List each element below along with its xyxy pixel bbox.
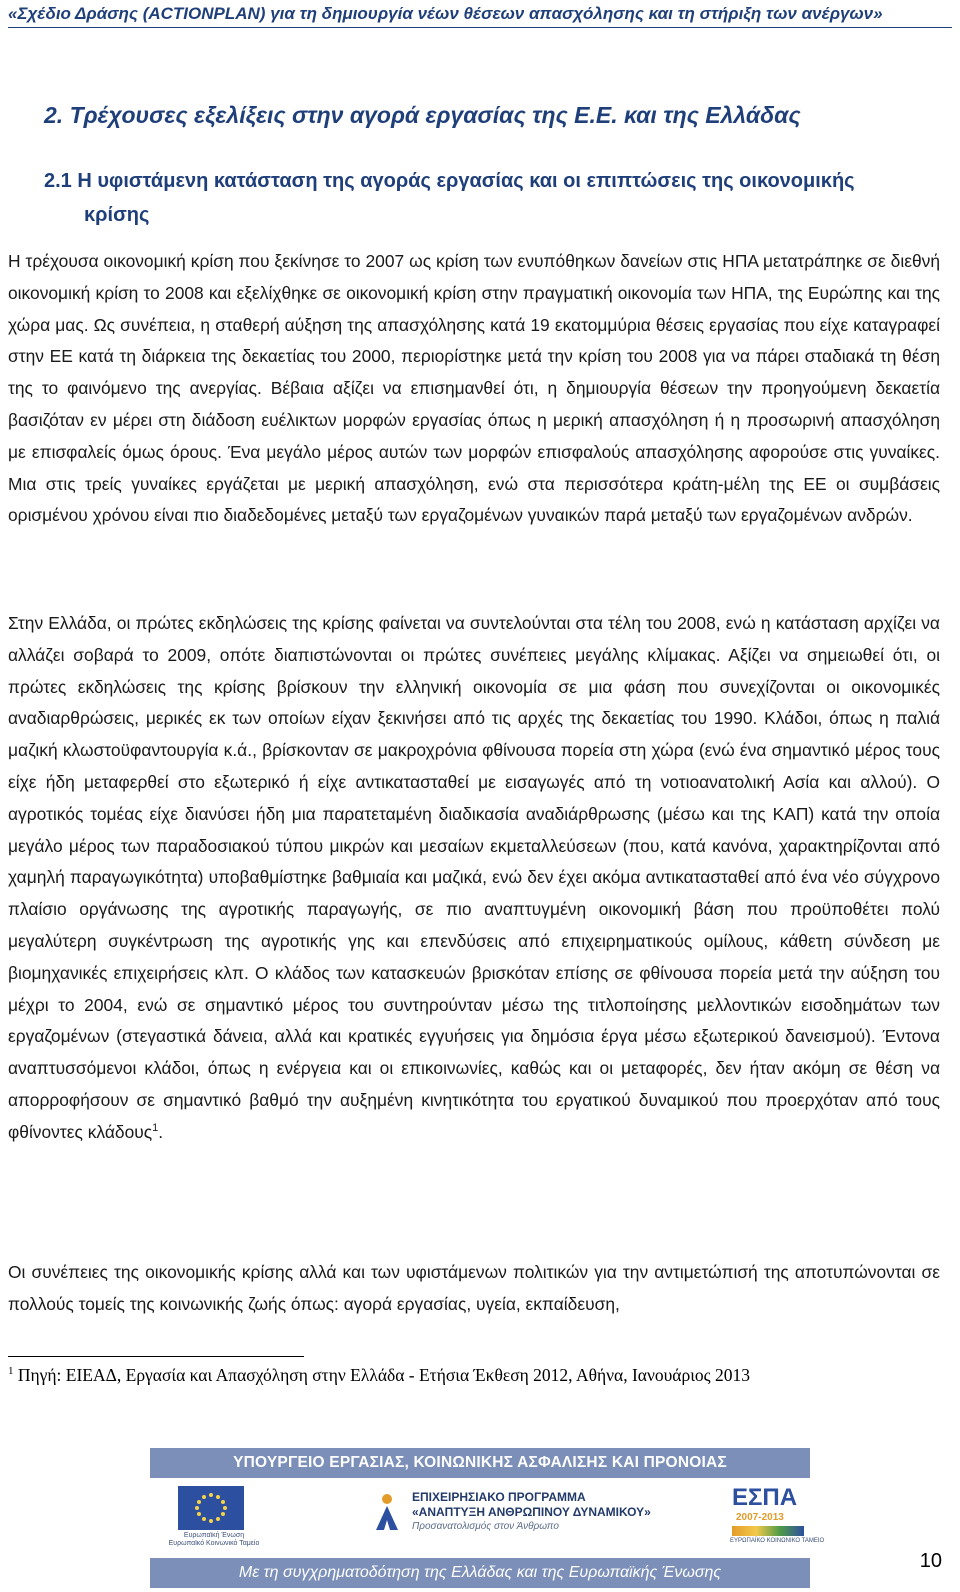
footnote-separator [8, 1356, 304, 1357]
cofinancing-banner: Με τη συγχρηματοδότηση της Ελλάδας και της Ευρωπαϊκής Ένωσης [150, 1558, 810, 1588]
espa-logo [730, 1484, 825, 1544]
footnote [8, 1365, 940, 1386]
espa-years: 2007-2013 [736, 1512, 784, 1523]
espa-title: ΕΣΠΑ [732, 1484, 798, 1511]
section-heading: 2. Τρέχουσες εξελίξεις στην αγορά εργασίας της Ε.Ε. και της Ελλάδας [44, 102, 801, 128]
subsection-title-line2: κρίσης [84, 204, 150, 226]
subsection-number: 2.1 [44, 170, 72, 192]
eu-stars-icon [189, 1491, 233, 1525]
funding-logos [150, 1482, 825, 1548]
espa-caption: ΕΥΡΩΠΑΪΚΟ ΚΟΙΝΩΝΙΚΟ ΤΑΜΕΙΟ [730, 1538, 825, 1544]
footnote-number: 1 [8, 1365, 14, 1378]
running-header: «Σχέδιο Δράσης (ACTIONPLAN) για τη δημιουργία νέων θέσεων απασχόλησης και τη στήριξη των ανέργων» [8, 4, 952, 28]
eu-flag-icon [178, 1486, 244, 1530]
footnote-reference[interactable]: 1 [152, 1121, 159, 1134]
subsection-heading [44, 164, 944, 232]
paragraph-2-end: . [158, 1121, 164, 1142]
paragraph-2 [8, 608, 940, 1149]
paragraph-1: Η τρέχουσα οικονομική κρίση που ξεκίνησε το 2007 ως κρίση των ενυπόθηκων δανείων στις ΗΠΑ μετατράπηκε σε διεθνή οικονομική κρίση το 2008 και εξελίχθηκε σε οικονομική κρίση στην πραγματική οικονομία των ΗΠΑ, της Ευρώπης και της χώρα μας. Ως συνέπεια, η σταθερή αύξηση της απασχόλησης κατά 19 εκατομμύρια θέσεις εργασίας που είχε καταγραφεί στην ΕΕ κατά τη διάρκεια της δεκαετίας του 2000, περιορίστηκε μετά την κρίση του 2008 για να πάρει σταδιακά τη θέση της το φαινόμενο της ανεργίας. Βέβαια αξίζει να επισημανθεί ότι, η δημιουργία θέσεων την προηγούμενη δεκαετία βασιζόταν εν μέρει στη διάδοση ευέλικτων μορφών εργασίας όπως η μερική απασχόληση ή η προσωρινή απασχόληση με επισφαλείς όμως όρους. Ένα μεγάλο μέρος αυτών των μορφών επισφαλούς απασχόλησης αφορούσε στις γυναίκες. Μια στις τρείς γυναίκες εργάζεται με μερική απασχόληση, ενώ στα περισσότερα κράτη-μέλη της ΕΕ οι συμβάσεις ορισμένου χρόνου είναι πιο διαδεδομένες μεταξύ των εργαζομένων γυναικών παρά μεταξύ των εργαζομένων ανδρών. [8, 251, 940, 526]
eu-caption-line2: Ευρωπαϊκό Κοινωνικό Ταμείο [168, 1540, 260, 1547]
human-figure-icon [372, 1492, 402, 1532]
paragraph-2-text: Στην Ελλάδα, οι πρώτες εκδηλώσεις της κρίσης φαίνεται να συντελούνται στα τέλη του 2008, ενώ η κατάσταση αρχίζει να αλλάζει σοβαρά το 2009, οπότε διαπιστώνονται οι πρώτες συνέπειες μεγάλης κλίμακας. Αξίζει να σημειωθεί ότι, οι πρώτες εκδηλώσεις της κρίσης βρίσκουν την ελληνική οικονομία σε μια φάση που συνεχίζονται οι οικονομικές αναδιαρθρώσεις, μερικές εκ των οποίων είχαν ξεκινήσει από τις αρχές της δεκαετίας του 1990. Κλάδοι, όπως η παλιά μαζική κλωστοϋφαντουργία κ.ά., βρίσκονταν σε μακροχρόνια φθίνουσα πορεία στη χώρα (ενώ ένα σημαντικό μέρος τους είχε ήδη μεταφερθεί στο εξωτερικό ή είχε αντικατασταθεί με εισαγωγές από τη νοτιοανατολική Ασία και αλλού). Ο αγροτικός τομέας είχε διανύσει ήδη μια παρατεταμένη διαδικασία αναδιάρθρωσης (μέσω και της ΚΑΠ) κατά την οποία μεγάλο μέρος των παραδοσιακού τύπου μικρών και μεσαίων εκμεταλλεύσεων (που, κατά κανόνα, χαρακτηρίζονται από χαμηλή παραγωγικότητα) υποβαθμίστηκε βαθμιαία και μαζικά, ενώ δεν έχει ακόμα αντικατασταθεί από ένα νέο σύγχρονο πλαίσιο οργάνωσης της αγροτικής παραγωγής, σε πιο αναπτυγμένη οικονομική βάση που προϋποθέτει πολύ μεγαλύτερη συγκέντρωση της αγροτικής γης και επενδύσεις από επιχειρηματικούς ομίλους, κάθετη σύνδεση με βιομηχανικές επιχειρήσεις κλπ. Ο κλάδος των κατασκευών βρισκόταν επίσης σε φθίνουσα πορεία μετά την αύξηση του μέχρι το 2004, ενώ σε σημαντικό μέρος του συντηρούνταν μέσω της τιτλοποίησης μελλοντικών εισοδημάτων των εργαζομένων (στεγαστικά δάνεια, αλλά και κρατικές εγγυήσεις για δημόσια έργα μέσω εξωτερικού δανεισμού). Έντονα αναπτυσσόμενοι κλάδοι, όπως η ενέργεια και οι επικοινωνίες, καθώς και οι μεταφορές, δεν ήταν ακόμη σε θέση να απορροφήσουν σε σημαντικό βαθμό την αυξημένη κινητικότητα του εργατικού δυναμικού που προερχόταν από τους φθίνοντες κλάδους [8, 613, 940, 1142]
op-title-line2: «ΑΝΑΠΤΥΞΗ ΑΝΘΡΩΠΙΝΟΥ ΔΥΝΑΜΙΚΟΥ» [412, 1505, 651, 1519]
ministry-banner: ΥΠΟΥΡΓΕΙΟ ΕΡΓΑΣΙΑΣ, ΚΟΙΝΩΝΙΚΗΣ ΑΣΦΑΛΙΣΗΣ ΚΑΙ ΠΡΟΝΟΙΑΣ [150, 1448, 810, 1478]
eu-caption [164, 1532, 264, 1548]
op-title-line1: ΕΠΙΧΕΙΡΗΣΙΑΚΟ ΠΡΟΓΡΑΜΜΑ [412, 1490, 586, 1504]
espa-color-band [732, 1526, 804, 1536]
op-tagline: Προσανατολισμός στον Άνθρωπο [412, 1521, 559, 1532]
footnote-text: Πηγή: ΕΙΕΑΔ, Εργασία και Απασχόληση στην Ελλάδα - Ετήσια Έκθεση 2012, Αθήνα, Ιανουάριος 2013 [13, 1365, 750, 1385]
operational-programme-logo [372, 1488, 672, 1538]
eu-caption-line1: Ευρωπαϊκή Ένωση [183, 1532, 245, 1539]
paragraph-3: Οι συνέπειες της οικονομικής κρίσης αλλά και των υφιστάμενων πολιτικών για την αντιμετώπισή της αποτυπώνονται σε πολλούς τομείς της κοινωνικής ζωής όπως: αγορά εργασίας, υγεία, εκπαίδευση, [8, 1262, 940, 1314]
page-number: 10 [919, 1550, 942, 1572]
subsection-title-line1: Η υφιστάμενη κατάσταση της αγοράς εργασίας και οι επιπτώσεις της οικονομικής [71, 170, 855, 192]
